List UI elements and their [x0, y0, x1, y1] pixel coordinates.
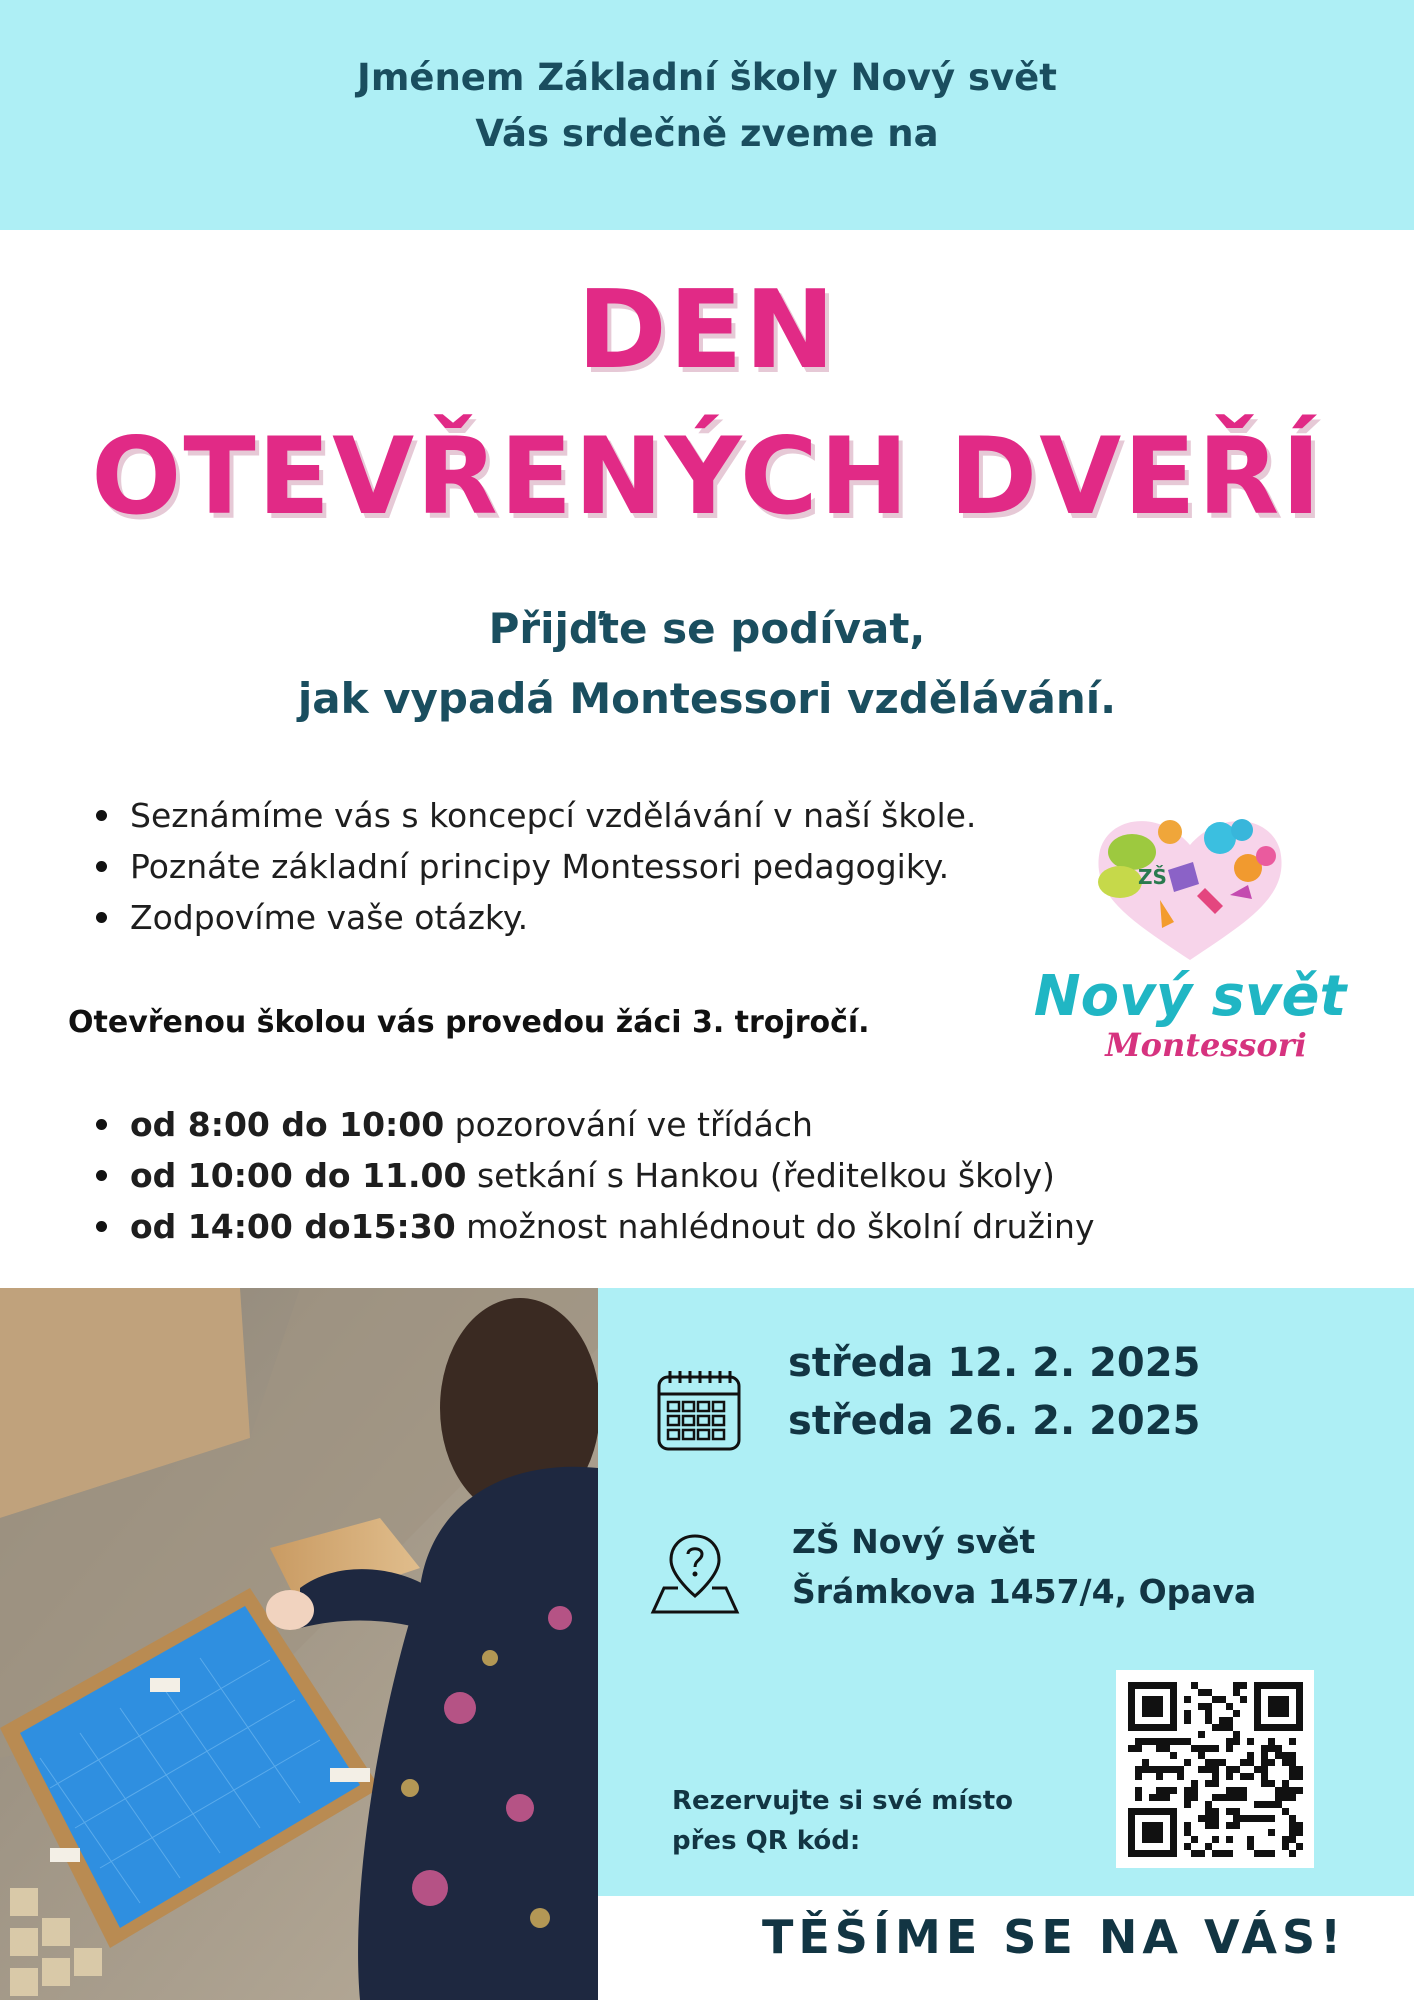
header-line-1: Jménem Základní školy Nový svět — [357, 56, 1057, 99]
intro-item: Seznámíme vás s koncepcí vzdělávání v naší škole. — [96, 790, 976, 841]
subtitle-line-1: Přijďte se podívat, — [488, 604, 926, 653]
subtitle-line-2: jak vypadá Montessori vzdělávání. — [297, 674, 1117, 723]
date-1: středa 12. 2. 2025 — [788, 1340, 1201, 1386]
emblem-text: ZŠ — [1138, 865, 1167, 889]
logo-name: Nový svět — [1033, 964, 1347, 1029]
intro-item: Poznáte základní principy Montessori pedagogiky. — [96, 841, 976, 892]
schedule-item — [96, 1150, 1095, 1201]
schedule-time: od 14:00 do15:30 — [130, 1207, 456, 1246]
montessori-photo — [0, 1288, 598, 2000]
address-line-1: ZŠ Nový svět — [792, 1522, 1036, 1561]
closing-message: TĚŠÍME SE NA VÁS! — [762, 1910, 1347, 1964]
schedule-list — [96, 1099, 1095, 1252]
intro-list — [96, 790, 976, 943]
title-line-1: DEN — [577, 268, 837, 393]
header-line-2: Vás srdečně zveme na — [475, 112, 939, 155]
schedule-time: od 10:00 do 11.00 — [130, 1156, 467, 1195]
qr-code[interactable] — [1116, 1670, 1314, 1868]
schedule-item — [96, 1201, 1095, 1252]
address-line-2: Šrámkova 1457/4, Opava — [792, 1572, 1257, 1611]
title-line-2: OTEVŘENÝCH DVEŘÍ — [91, 415, 1323, 538]
guide-text: Otevřenou školou vás provedou žáci 3. trojročí. — [68, 1005, 870, 1040]
calendar-icon — [656, 1368, 742, 1452]
map-pin-icon — [650, 1530, 740, 1616]
reservation-line-1: Rezervujte si své místo — [672, 1786, 1014, 1816]
schedule-item — [96, 1099, 1095, 1150]
intro-item: Zodpovíme vaše otázky. — [96, 892, 976, 943]
header-band — [0, 0, 1414, 230]
reservation-line-2: přes QR kód: — [672, 1826, 861, 1856]
schedule-time: od 8:00 do 10:00 — [130, 1105, 445, 1144]
date-2: středa 26. 2. 2025 — [788, 1398, 1201, 1444]
school-logo — [1020, 800, 1360, 1080]
logo-tagline: Montessori — [1105, 1026, 1307, 1064]
schedule-text: setkání s Hankou (ředitelkou školy) — [466, 1156, 1055, 1195]
heart-emblem — [1020, 800, 1360, 1080]
schedule-text: pozorování ve třídách — [444, 1105, 813, 1144]
schedule-text: možnost nahlédnout do školní družiny — [455, 1207, 1095, 1246]
